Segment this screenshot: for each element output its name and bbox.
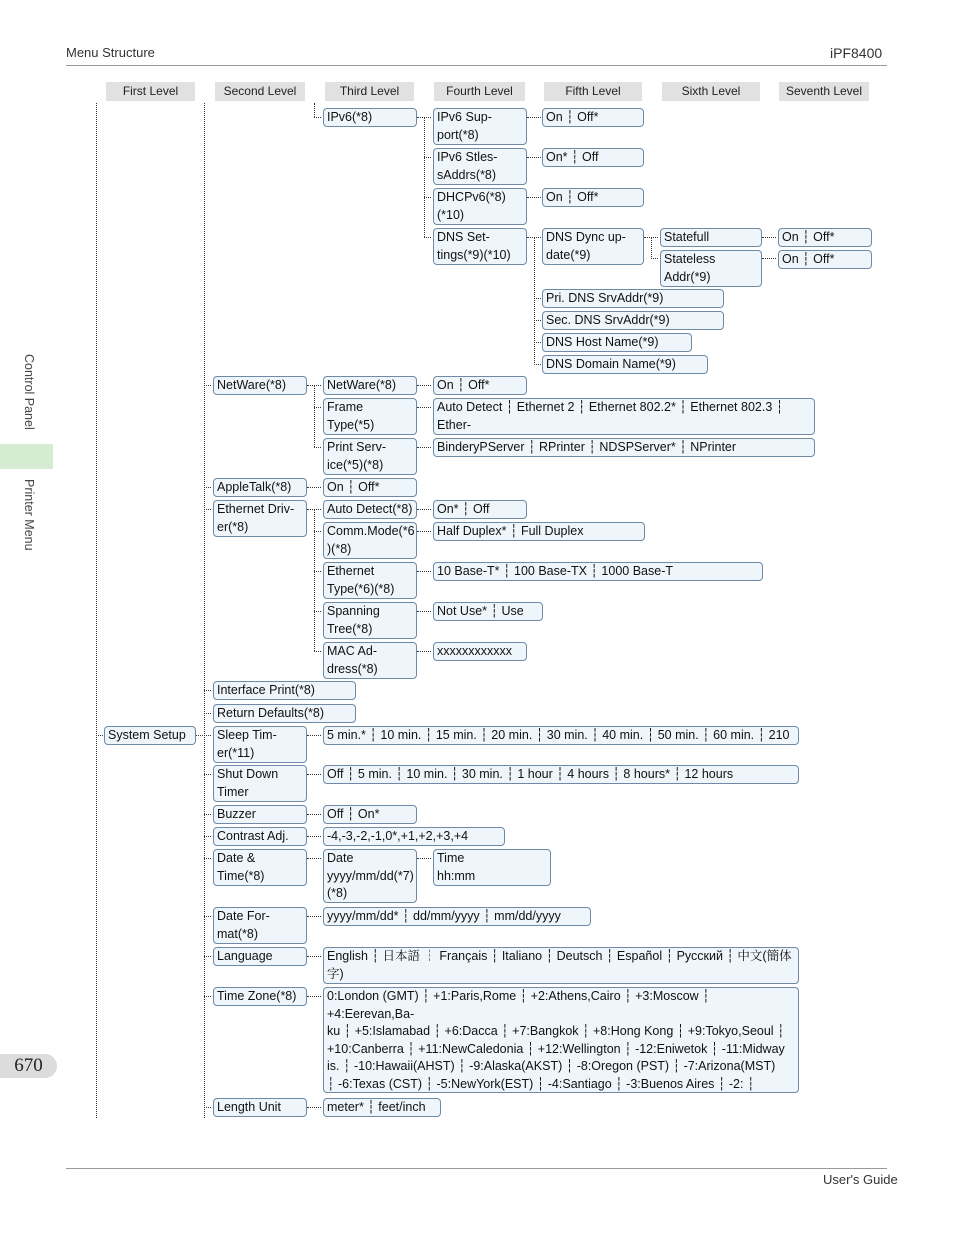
length-unit-options: meter* ┆ feet/inch <box>323 1098 441 1117</box>
mac-address-value: xxxxxxxxxxxx <box>433 642 527 661</box>
sidebar-chapter[interactable]: Control Panel <box>22 354 36 430</box>
connector-line <box>196 735 211 736</box>
pri-dns-item[interactable]: Pri. DNS SrvAddr(*9) <box>542 289 724 308</box>
footer-rule <box>66 1168 887 1169</box>
appletalk-item[interactable]: AppleTalk(*8) <box>213 478 307 497</box>
connector-line <box>307 858 321 859</box>
ethernet-driver-item[interactable]: Ethernet Driv- er(*8) <box>213 500 307 537</box>
connector-line <box>204 487 211 488</box>
connector-line <box>307 916 321 917</box>
contrast-adj-item[interactable]: Contrast Adj. <box>213 827 307 846</box>
sleep-timer-item[interactable]: Sleep Tim- er(*11) <box>213 726 307 763</box>
header-rule <box>66 65 887 66</box>
dns-domain-item[interactable]: DNS Domain Name(*9) <box>542 355 708 374</box>
connector-line <box>204 996 211 997</box>
section-title: Menu Structure <box>66 45 155 60</box>
netware-item[interactable]: NetWare(*8) <box>213 376 307 395</box>
mac-address-item[interactable]: MAC Ad- dress(*8) <box>323 642 417 679</box>
connector-line <box>534 342 541 343</box>
print-service-options: BinderyPServer ┆ RPrinter ┆ NDSPServer* ┆ NPrinter <box>433 438 815 457</box>
footer-guide: User's Guide <box>823 1172 898 1187</box>
interface-print-item[interactable]: Interface Print(*8) <box>213 681 356 700</box>
connector-line <box>314 407 321 408</box>
dhcpv6-item[interactable]: DHCPv6(*8) (*10) <box>433 188 527 225</box>
connector-line <box>204 814 211 815</box>
netware-sub-item[interactable]: NetWare(*8) <box>323 376 417 395</box>
page-number: 670 <box>0 1054 57 1078</box>
connector-line <box>314 117 321 118</box>
ipv6-item[interactable]: IPv6(*8) <box>323 108 417 127</box>
appletalk-options: On ┆ Off* <box>323 478 417 497</box>
shut-down-timer-options: Off ┆ 5 min. ┆ 10 min. ┆ 30 min. ┆ 1 hour ┆ 4 hours ┆ 8 hours* ┆ 12 hours <box>323 765 799 784</box>
connector-line <box>417 447 431 448</box>
time-zone-item[interactable]: Time Zone(*8) <box>213 987 307 1006</box>
ethernet-type-options: 10 Base-T* ┆ 100 Base-TX ┆ 1000 Base-T <box>433 562 763 581</box>
contrast-adj-options: -4,-3,-2,-1,0*,+1,+2,+3,+4 <box>323 827 505 846</box>
connector-line <box>424 197 431 198</box>
connector-line <box>204 916 211 917</box>
netware-options: On ┆ Off* <box>433 376 527 395</box>
connector-line <box>96 103 97 1118</box>
dns-dync-update-item[interactable]: DNS Dync up- date(*9) <box>542 228 644 265</box>
connector-line <box>424 117 425 237</box>
connector-line <box>534 364 541 365</box>
auto-detect-item[interactable]: Auto Detect(*8) <box>323 500 417 519</box>
column-header-sixth: Sixth Level <box>662 82 760 101</box>
language-item[interactable]: Language <box>213 947 307 966</box>
connector-line <box>417 531 431 532</box>
stateless-addr-options: On ┆ Off* <box>778 250 872 269</box>
connector-line <box>307 735 321 736</box>
connector-line <box>314 611 321 612</box>
time-zone-options: 0:London (GMT) ┆ +1:Paris,Rome ┆ +2:Athens,Cairo ┆ +3:Moscow ┆ +4:Eerevan,Ba- ku ┆ +5:Islamabad ┆ +6:Dacca ┆ +7:Bangkok ┆ +8:Hong Kong ┆ +9:Tokyo,Seoul ┆ +10:Canberra ┆ +11:NewCaledonia ┆ +12:Wellington ┆ -12:Eniwetok ┆ -11:Midway is. ┆ -10:Hawaii(AHST) ┆ -9:Alaska(AKST) ┆ -8:Oregon (PST) ┆ -7:Arizona(MST) ┆ -6:Texas (CST) ┆ -5:NewYork(EST) ┆ -4:Santiago ┆ -3:Buenos Aires ┆ -2: ┆ <box>323 987 799 1093</box>
connector-line <box>314 447 321 448</box>
connector-line <box>417 385 431 386</box>
shut-down-timer-item[interactable]: Shut Down Timer <box>213 765 307 802</box>
system-setup-item[interactable]: System Setup <box>104 726 196 745</box>
connector-line <box>417 571 431 572</box>
date-format-item[interactable]: Date For- mat(*8) <box>213 907 307 944</box>
dns-host-item[interactable]: DNS Host Name(*9) <box>542 333 692 352</box>
sec-dns-item[interactable]: Sec. DNS SrvAddr(*9) <box>542 311 724 330</box>
connector-line <box>307 956 321 957</box>
statefull-addr-options: On ┆ Off* <box>778 228 872 247</box>
connector-line <box>204 690 211 691</box>
connector-line <box>314 103 315 117</box>
connector-line <box>527 157 541 158</box>
ipv6-support-item[interactable]: IPv6 Sup- port(*8) <box>433 108 527 145</box>
connector-line <box>314 571 321 572</box>
connector-line <box>762 258 776 259</box>
comm-mode-item[interactable]: Comm.Mode(*6 )(*8) <box>323 522 417 559</box>
sidebar-tab-marker <box>0 444 53 469</box>
column-header-third: Third Level <box>325 82 414 101</box>
statefull-addr-item[interactable]: Statefull <box>660 228 762 247</box>
language-options: English ┆ 日本語 ┆ Français ┆ Italiano ┆ Deutsch ┆ Español ┆ Русский ┆ 中文(簡体字) <box>323 947 799 984</box>
connector-line <box>534 298 541 299</box>
connector-line <box>314 531 321 532</box>
connector-line <box>527 197 541 198</box>
auto-detect-options: On* ┆ Off <box>433 500 527 519</box>
sidebar-subsection[interactable]: Printer Menu <box>22 479 36 551</box>
connector-line <box>424 237 431 238</box>
connector-line <box>417 651 431 652</box>
connector-line <box>204 385 211 386</box>
connector-line <box>314 651 321 652</box>
connector-line <box>204 713 211 714</box>
connector-line <box>424 157 431 158</box>
connector-line <box>527 117 541 118</box>
model-name: iPF8400 <box>830 45 883 61</box>
connector-line <box>307 996 321 997</box>
connector-line <box>651 258 658 259</box>
ethernet-type-item[interactable]: Ethernet Type(*6)(*8) <box>323 562 417 599</box>
date-time-item[interactable]: Date & Time(*8) <box>213 849 307 886</box>
spanning-tree-item[interactable]: Spanning Tree(*8) <box>323 602 417 639</box>
connector-line <box>96 735 103 736</box>
connector-line <box>204 774 211 775</box>
print-service-item[interactable]: Print Serv- ice(*5)(*8) <box>323 438 417 475</box>
time-value-item[interactable]: Time hh:mm <box>433 849 551 886</box>
connector-line <box>762 237 776 238</box>
column-header-first: First Level <box>106 82 195 101</box>
column-header-fifth: Fifth Level <box>544 82 642 101</box>
date-format-options: yyyy/mm/dd* ┆ dd/mm/yyyy ┆ mm/dd/yyyy <box>323 907 591 926</box>
sleep-timer-options: 5 min.* ┆ 10 min. ┆ 15 min. ┆ 20 min. ┆ 30 min. ┆ 40 min. ┆ 50 min. ┆ 60 min. ┆ 210 <box>323 726 799 745</box>
frame-type-item[interactable]: Frame Type(*5) <box>323 398 417 435</box>
connector-line <box>307 814 321 815</box>
connector-line <box>314 385 315 447</box>
ipv6-support-options: On ┆ Off* <box>542 108 644 127</box>
ipv6-stless-item[interactable]: IPv6 Stles- sAddrs(*8) <box>433 148 527 185</box>
stateless-addr-item[interactable]: Stateless Addr(*9) <box>660 250 762 287</box>
date-value-item[interactable]: Date yyyy/mm/dd(*7) (*8) <box>323 849 417 903</box>
buzzer-item[interactable]: Buzzer <box>213 805 307 824</box>
connector-line <box>307 836 321 837</box>
connector-line <box>204 1107 211 1108</box>
length-unit-item[interactable]: Length Unit <box>213 1098 307 1117</box>
connector-line <box>651 237 652 259</box>
return-defaults-item[interactable]: Return Defaults(*8) <box>213 704 356 723</box>
connector-line <box>204 836 211 837</box>
connector-line <box>534 237 535 365</box>
ipv6-stless-options: On* ┆ Off <box>542 148 644 167</box>
column-header-fourth: Fourth Level <box>434 82 525 101</box>
spanning-tree-options: Not Use* ┆ Use <box>433 602 543 621</box>
connector-line <box>204 956 211 957</box>
dns-settings-item[interactable]: DNS Set- tings(*9)(*10) <box>433 228 527 265</box>
connector-line <box>204 509 211 510</box>
connector-line <box>307 487 321 488</box>
connector-line <box>417 407 431 408</box>
connector-line <box>417 509 431 510</box>
frame-type-options: Auto Detect ┆ Ethernet 2 ┆ Ethernet 802.2* ┆ Ethernet 802.3 ┆ Ether- <box>433 398 815 435</box>
connector-line <box>204 103 205 1118</box>
connector-line <box>417 858 431 859</box>
comm-mode-options: Half Duplex* ┆ Full Duplex <box>433 522 645 541</box>
connector-line <box>417 611 431 612</box>
connector-line <box>534 320 541 321</box>
connector-line <box>307 1107 321 1108</box>
column-header-seventh: Seventh Level <box>779 82 869 101</box>
connector-line <box>307 774 321 775</box>
buzzer-options: Off ┆ On* <box>323 805 417 824</box>
connector-line <box>204 858 211 859</box>
column-header-second: Second Level <box>215 82 305 101</box>
dhcpv6-options: On ┆ Off* <box>542 188 644 207</box>
